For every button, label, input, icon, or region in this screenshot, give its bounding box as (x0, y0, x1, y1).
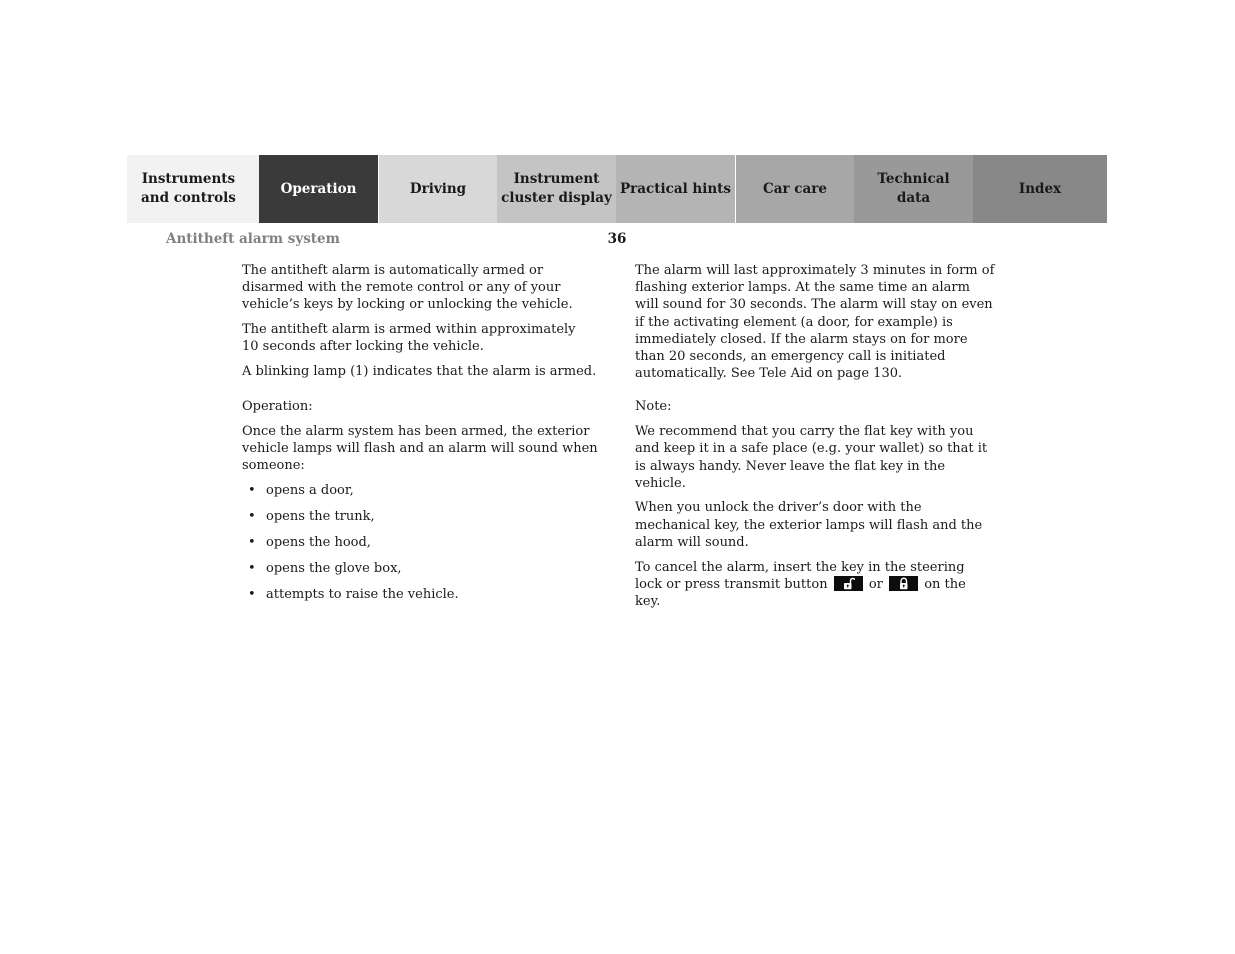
note-heading: Note: (635, 399, 672, 415)
trigger-list (242, 482, 604, 603)
section-tabs (127, 155, 1108, 223)
paragraph: The antitheft alarm is armed within approximately 10 seconds after locking the vehicle. (242, 322, 576, 355)
paragraph: A blinking lamp (1) indicates that the alarm is armed. (242, 364, 597, 380)
tab-instruments-and-controls[interactable]: Instruments and controls (127, 155, 259, 223)
page-number: 36 (607, 231, 627, 247)
list-item: • opens the glove box, (242, 560, 604, 577)
paragraph: The alarm will last approximately 3 minutes in form of flashing exterior lamps. At the same time an alarm will sound for 30 seconds. The alarm will stay on even if the activating element (a door, for example) is immediately closed. If the alarm stays on for more than 20 seconds, an emergency call is initiated automatically. See Tele Aid on page 130. (635, 263, 995, 382)
unlock-icon (834, 576, 863, 591)
paragraph: To cancel the alarm, insert the key in the steering lock or press transmit button or on the key. (635, 559, 966, 609)
tab-practical-hints[interactable]: Practical hints (616, 155, 735, 223)
operation-heading: Operation: (242, 399, 313, 415)
right-column (635, 262, 995, 618)
left-column (242, 262, 604, 612)
list-item: • opens the hood, (242, 534, 604, 551)
list-item: • attempts to raise the vehicle. (242, 586, 604, 603)
tab-technical-data[interactable]: Technical data (854, 155, 973, 223)
tab-operation[interactable]: Operation (259, 155, 378, 223)
list-item: • opens a door, (242, 482, 604, 499)
tab-car-care[interactable]: Car care (735, 155, 854, 223)
paragraph: The antitheft alarm is automatically armed or disarmed with the remote control or any of your vehicle’s keys by locking or unlocking the vehicle. (242, 263, 573, 313)
list-item: • opens the trunk, (242, 508, 604, 525)
paragraph: When you unlock the driver’s door with the mechanical key, the exterior lamps will flash and the alarm will sound. (635, 500, 983, 550)
lock-icon (889, 576, 918, 591)
tab-instrument-cluster-display[interactable]: Instrument cluster display (497, 155, 616, 223)
tab-driving[interactable]: Driving (378, 155, 497, 223)
section-title: Antitheft alarm system (166, 231, 340, 247)
paragraph: Once the alarm system has been armed, the exterior vehicle lamps will flash and an alarm will sound when someone: (242, 423, 598, 474)
paragraph: We recommend that you carry the flat key with you and keep it in a safe place (e.g. your wallet) so that it is always handy. Never leave the flat key in the vehicle. (635, 424, 988, 491)
tab-index[interactable]: Index (973, 155, 1107, 223)
